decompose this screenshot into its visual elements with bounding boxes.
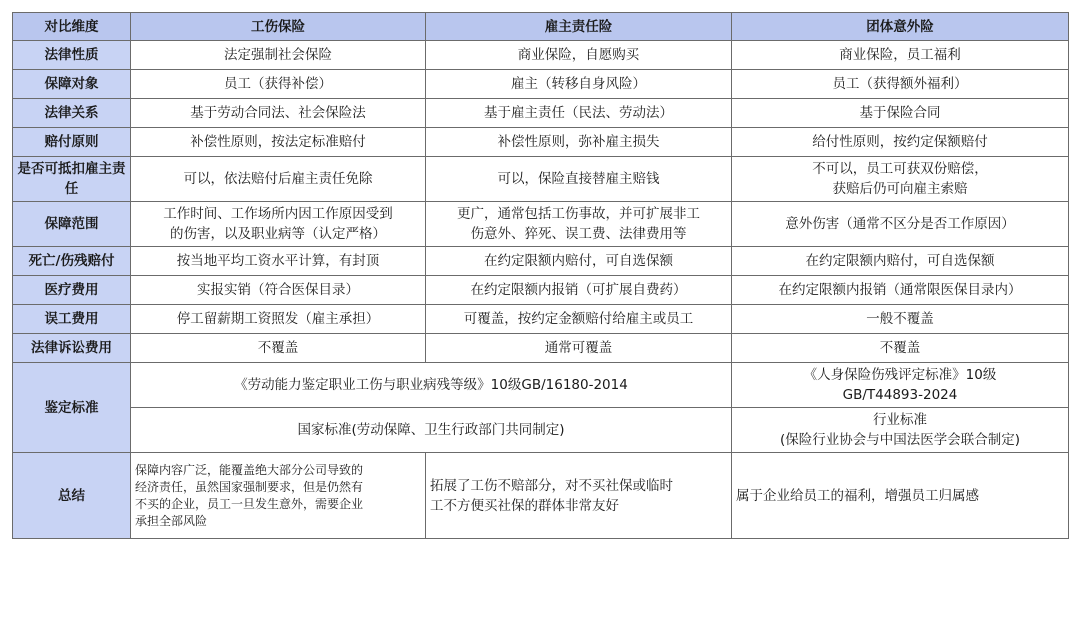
cell-line: 国家标准(劳动保障、卫生行政部门共同制定) [297,422,565,438]
standard-row-2 [13,408,1069,453]
standard-row-1 [13,363,1069,408]
header-work-injury: 工伤保险 [131,13,426,41]
cell-line: 在约定限额内赔付，可自选保额 [805,253,995,269]
cell-line: (保险行业协会与中国法医学会联合制定) [779,432,1021,448]
cell-line: 停工留薪期工资照发（雇主承担） [176,311,380,327]
row-label: 法律关系 [13,99,131,128]
cell-employer-liability [426,247,732,276]
cell-line: GB/T44893-2024 [842,387,958,403]
cell-line: 通常可覆盖 [544,340,613,356]
cell-line: 不可以，员工可获双份赔偿， [812,161,988,177]
row-label: 是否可抵扣雇主责任 [13,157,131,202]
cell-group-accident [732,128,1069,157]
cell-line: 不买的企业，员工一旦发生意外，需要企业 [135,496,364,511]
cell-work-injury [131,41,426,70]
table-row [13,41,1069,70]
cell-line: 《劳动能力鉴定职业工伤与职业病残等级》10级GB/16180-2014 [234,377,628,393]
table-row [13,70,1069,99]
cell-line: 基于劳动合同法、社会保险法 [190,105,366,121]
cell-line: 基于雇主责任（民法、劳动法） [484,105,673,121]
cell-work-injury [131,305,426,334]
cell-employer-liability [426,202,732,247]
cell-work-injury [131,334,426,363]
cell-employer-liability [426,128,732,157]
cell-employer-liability [426,70,732,99]
header-dimension: 对比维度 [13,13,131,41]
standard-merged-cell-1 [131,363,732,408]
cell-line: 可覆盖，按约定金额赔付给雇主或员工 [463,311,694,327]
cell-line: 补偿性原则，弥补雇主损失 [497,134,660,150]
row-label: 法律性质 [13,41,131,70]
cell-line: 在约定限额内报销（可扩展自费药） [470,282,687,298]
cell-line: 商业保险，员工福利 [839,47,961,63]
cell-line: 意外伤害（通常不区分是否工作原因） [785,216,1015,232]
cell-group-accident [732,157,1069,202]
table-row [13,334,1069,363]
cell-line: 可以，依法赔付后雇主责任免除 [183,171,373,187]
row-label: 法律诉讼费用 [13,334,131,363]
cell-line: 基于保险合同 [859,105,941,121]
summary-group-accident [732,453,1069,539]
cell-employer-liability [426,276,732,305]
cell-work-injury [131,202,426,247]
cell-line: 补偿性原则，按法定标准赔付 [190,134,366,150]
cell-line: 一般不覆盖 [866,311,934,327]
cell-line: 不覆盖 [257,340,299,356]
cell-line: 保障内容广泛，能覆盖绝大部分公司导致的 [135,462,364,477]
cell-line: 属于企业给员工的福利，增强员工归属感 [736,487,979,504]
row-label: 误工费用 [13,305,131,334]
row-label: 赔付原则 [13,128,131,157]
cell-line: 承担全部风险 [135,513,208,528]
table-row [13,99,1069,128]
cell-line: 员工（获得补偿） [224,76,332,92]
cell-line: 按当地平均工资水平计算，有封顶 [176,253,380,269]
cell-line: 行业标准 [873,412,927,428]
cell-line: 可以，保险直接替雇主赔钱 [497,171,660,187]
cell-line: 获赔后仍可向雇主索赔 [832,181,968,197]
standard-group-accident-cell-1 [732,363,1069,408]
row-label: 保障对象 [13,70,131,99]
cell-line: 雇主（转移自身风险） [511,76,646,92]
table-row [13,247,1069,276]
insurance-comparison-table [12,12,1069,539]
cell-line: 更广，通常包括工伤事故，并可扩展非工 [457,206,700,222]
table-row [13,157,1069,202]
cell-employer-liability [426,99,732,128]
cell-employer-liability [426,157,732,202]
row-label: 保障范围 [13,202,131,247]
cell-work-injury [131,276,426,305]
cell-line: 伤意外、猝死、误工费、法律费用等 [470,226,687,242]
cell-line: 给付性原则，按约定保额赔付 [812,134,988,150]
cell-employer-liability [426,334,732,363]
cell-line: 员工（获得额外福利） [832,76,968,92]
cell-employer-liability [426,41,732,70]
cell-line: 拓展了工伤不赔部分，对不买社保或临时 [430,477,673,494]
cell-group-accident [732,99,1069,128]
cell-group-accident [732,276,1069,305]
cell-line: 商业保险，自愿购买 [517,47,640,63]
table-row [13,128,1069,157]
cell-line: 《人身保险伤残评定标准》10级 [803,367,997,383]
comparison-table-container [12,12,1068,539]
row-label-summary: 总结 [13,453,131,539]
cell-group-accident [732,305,1069,334]
standard-group-accident-cell-2 [732,408,1069,453]
table-row [13,202,1069,247]
header-employer-liability: 雇主责任险 [426,13,732,41]
summary-row [13,453,1069,539]
row-label: 医疗费用 [13,276,131,305]
standard-merged-cell-2 [131,408,732,453]
cell-group-accident [732,247,1069,276]
cell-line: 不覆盖 [879,340,921,356]
cell-group-accident [732,41,1069,70]
cell-line: 实报实销（符合医保目录） [197,282,359,298]
cell-line: 工不方便买社保的群体非常友好 [430,497,619,514]
cell-line: 在约定限额内赔付，可自选保额 [484,253,673,269]
cell-line: 的伤害，以及职业病等（认定严格） [170,226,386,242]
cell-work-injury [131,70,426,99]
cell-line: 在约定限额内报销（通常限医保目录内） [778,282,1022,298]
cell-group-accident [732,202,1069,247]
cell-work-injury [131,128,426,157]
table-row [13,305,1069,334]
table-row [13,276,1069,305]
cell-line: 法定强制社会保险 [224,47,332,63]
row-label-standard: 鉴定标准 [13,363,131,453]
cell-work-injury [131,157,426,202]
cell-line: 经济责任，虽然国家强制要求，但是仍然有 [135,479,364,494]
row-label: 死亡/伤残赔付 [13,247,131,276]
cell-employer-liability [426,305,732,334]
header-group-accident: 团体意外险 [732,13,1069,41]
header-row [13,13,1069,41]
cell-group-accident [732,70,1069,99]
cell-line: 工作时间、工作场所内因工作原因受到 [163,206,393,222]
summary-employer-liability [426,453,732,539]
summary-work-injury [131,453,426,539]
cell-work-injury [131,247,426,276]
cell-group-accident [732,334,1069,363]
cell-work-injury [131,99,426,128]
